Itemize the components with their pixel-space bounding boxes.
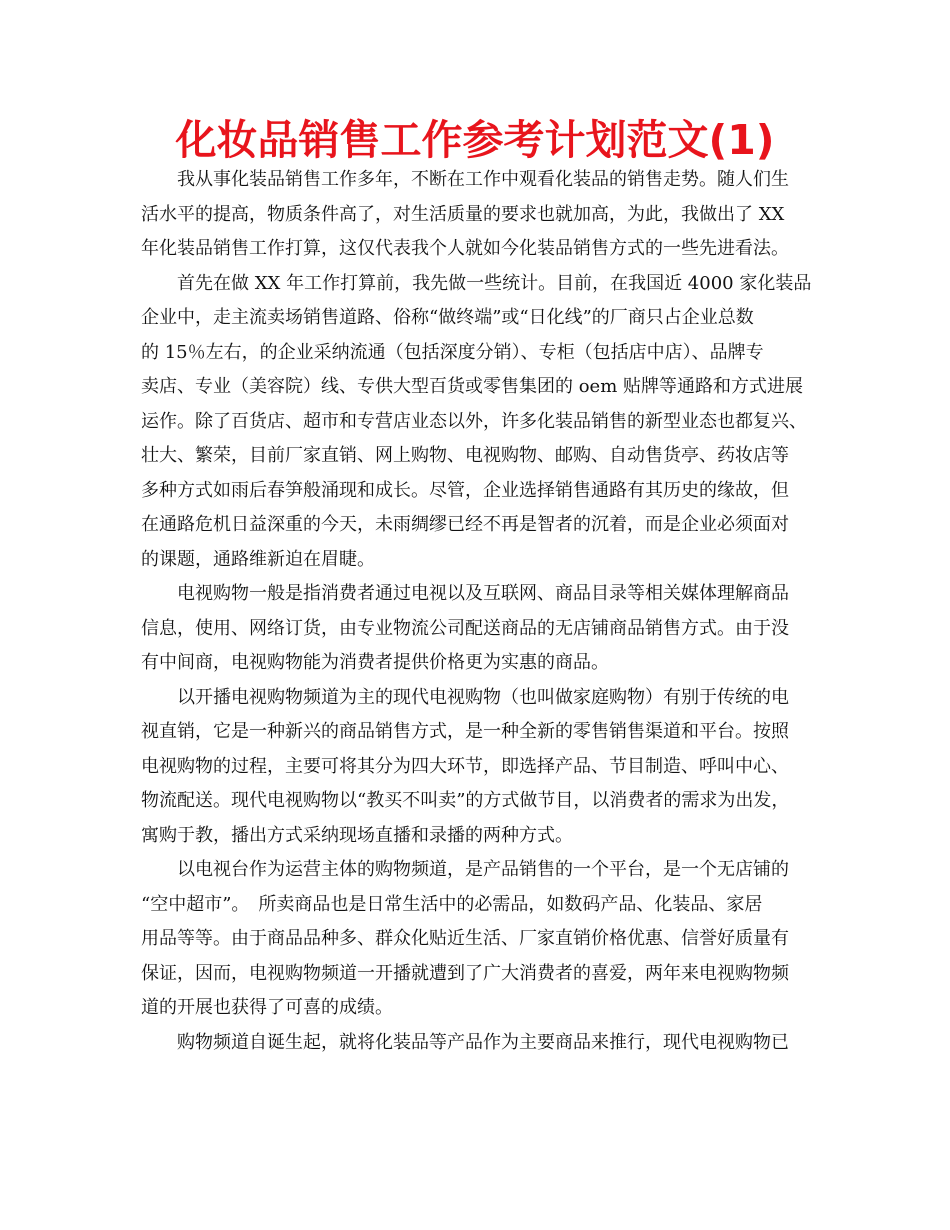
text-line: 以开播电视购物频道为主的现代电视购物（也叫做家庭购物）有别于传统的电 bbox=[177, 686, 789, 708]
paragraph-2 bbox=[141, 267, 821, 578]
text-line: 的 15％左右，的企业采纳流通（包括深度分销）、专柜（包括店中店）、品牌专 bbox=[141, 341, 764, 363]
text-line: “空中超市”。 所卖商品也是日常生活中的必需品，如数码产品、化装品、家居 bbox=[141, 893, 763, 915]
text-line: 年化装品销售工作打算，这仅代表我个人就如今化装品销售方式的一些先进看法。 bbox=[141, 238, 789, 259]
document-title: 化妆品销售工作参考计划范文(1) bbox=[175, 116, 775, 164]
paragraph-3 bbox=[141, 577, 821, 681]
text-line: 电视购物的过程，主要可将其分为四大环节，即选择产品、节目制造、呼叫中心、 bbox=[141, 755, 789, 777]
text-line: 活水平的提高，物质条件高了，对生活质量的要求也就加高，为此，我做出了 XX bbox=[141, 203, 785, 225]
paragraph-4 bbox=[141, 681, 821, 854]
text-line: 用品等等。由于商品品种多、群众化贴近生活、厂家直销价格优惠、信誉好质量有 bbox=[141, 928, 789, 949]
text-line: 道的开展也获得了可喜的成绩。 bbox=[141, 997, 393, 1018]
text-line: 寓购于教，播出方式采纳现场直播和录播的两种方式。 bbox=[141, 824, 573, 846]
paragraph-6 bbox=[141, 1026, 821, 1061]
document-body bbox=[141, 163, 821, 1060]
text-line: 卖店、专业（美容院）线、专供大型百货或零售集团的 oem 贴牌等通路和方式进展 bbox=[141, 376, 803, 397]
text-line: 运作。除了百货店、超市和专营店业态以外，许多化装品销售的新型业态也都复兴、 bbox=[141, 410, 807, 432]
text-line: 企业中，走主流卖场销售道路、俗称“做终端”或“日化线”的厂商只占企业总数 bbox=[141, 307, 754, 328]
text-line: 有中间商，电视购物能为消费者提供价格更为实惠的商品。 bbox=[141, 652, 609, 673]
text-line: 在通路危机日益深重的今天，未雨绸缪已经不再是智者的沉着，而是企业必须面对 bbox=[141, 514, 789, 535]
text-line: 视直销，它是一种新兴的商品销售方式，是一种全新的零售销售渠道和平台。按照 bbox=[141, 721, 789, 742]
text-line: 保证，因而，电视购物频道一开播就遭到了广大消费者的喜爱，两年来电视购物频 bbox=[141, 962, 789, 984]
text-line: 首先在做 XX 年工作打算前，我先做一些统计。目前，在我国近 4000 家化装品 bbox=[177, 272, 812, 294]
text-line: 以电视台作为运营主体的购物频道，是产品销售的一个平台，是一个无店铺的 bbox=[177, 859, 789, 880]
text-line: 的课题，通路维新迫在眉睫。 bbox=[141, 548, 375, 570]
text-line: 壮大、繁荣，目前厂家直销、网上购物、电视购物、邮购、自动售货亭、药妆店等 bbox=[141, 445, 789, 466]
text-line: 电视购物一般是指消费者通过电视以及互联网、商品目录等相关媒体理解商品 bbox=[177, 583, 789, 604]
text-line: 多种方式如雨后春笋般涌现和成长。尽管，企业选择销售通路有其历史的缘故，但 bbox=[141, 479, 789, 501]
text-line: 物流配送。现代电视购物以“教买不叫卖”的方式做节目，以消费者的需求为出发， bbox=[141, 790, 790, 811]
text-line: 信息，使用、网络订货，由专业物流公司配送商品的无店铺商品销售方式。由于没 bbox=[141, 617, 789, 639]
text-line: 我从事化装品销售工作多年，不断在工作中观看化装品的销售走势。随人们生 bbox=[177, 169, 789, 190]
paragraph-5 bbox=[141, 853, 821, 1026]
text-line: 购物频道自诞生起，就将化装品等产品作为主要商品来推行，现代电视购物已 bbox=[177, 1031, 789, 1053]
paragraph-1 bbox=[141, 163, 821, 267]
